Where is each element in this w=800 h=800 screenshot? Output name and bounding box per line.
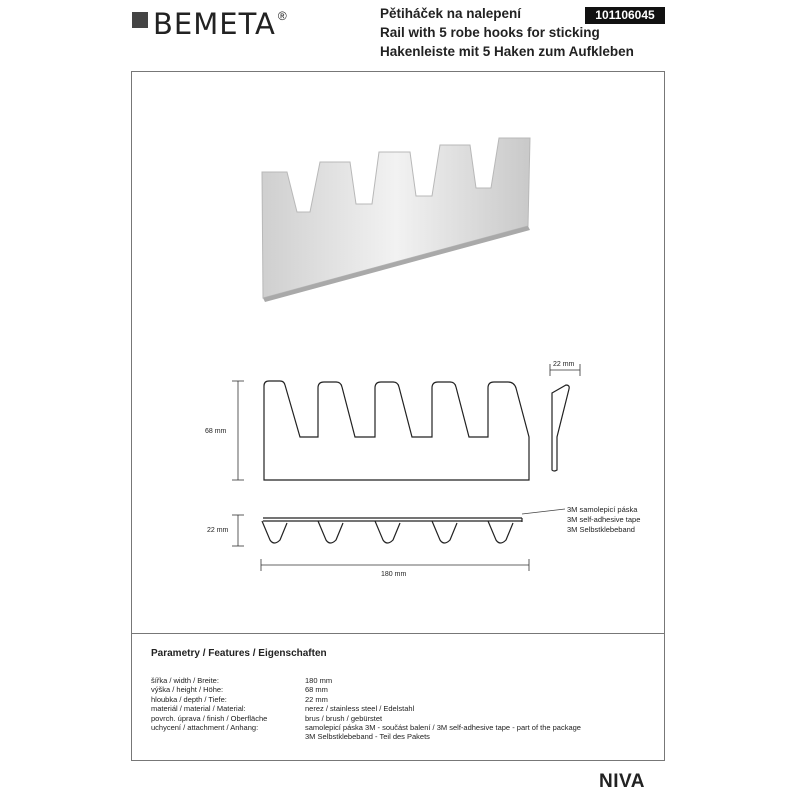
param-row xyxy=(151,723,581,732)
param-value: 3M Selbstklebeband - Teil des Pakets xyxy=(305,732,430,742)
brand-name: BEMETA xyxy=(153,7,276,41)
side-view xyxy=(552,385,569,471)
title-cz: Pětiháček na nalepení xyxy=(380,6,522,21)
registered-mark: ® xyxy=(277,9,287,23)
param-value: brus / brush / gebürstet xyxy=(305,713,383,723)
tape-label-de: 3M Selbstklebeband xyxy=(567,525,635,534)
series-name: NIVA xyxy=(599,771,645,792)
param-label: povrch. úprava / finish / Oberfläche xyxy=(151,713,268,723)
product-code: 101106045 xyxy=(585,7,665,24)
param-value: 68 mm xyxy=(305,685,328,695)
param-label: hloubka / depth / Tiefe: xyxy=(151,694,227,704)
height-dimension-label: 68 mm xyxy=(205,428,227,435)
parameters-table xyxy=(151,676,581,742)
parameters-title: Parametry / Features / Eigenschaften xyxy=(151,648,327,659)
side-depth-label: 22 mm xyxy=(553,361,575,368)
top-view xyxy=(262,518,522,543)
product-photo xyxy=(262,138,530,302)
dimension-lines xyxy=(232,364,580,571)
param-value: 22 mm xyxy=(305,694,328,704)
param-row xyxy=(151,714,581,723)
tape-label-cz: 3M samolepicí páska xyxy=(567,505,638,514)
tape-label-en: 3M self-adhesive tape xyxy=(567,515,641,524)
tape-leader xyxy=(522,509,565,514)
tape-label xyxy=(567,505,640,535)
param-row xyxy=(151,695,581,704)
param-row xyxy=(151,732,581,741)
param-label xyxy=(151,732,305,741)
param-row xyxy=(151,704,581,713)
param-label: uchycení / attachment / Anhang: xyxy=(151,723,259,733)
param-label: šířka / width / Breite: xyxy=(151,676,219,685)
width-dimension-label: 180 mm xyxy=(381,571,407,578)
param-row xyxy=(151,685,581,694)
param-value: samolepicí páska 3M - součást balení / 3M self-adhesive tape - part of the package xyxy=(305,723,581,733)
depth-dimension-label: 22 mm xyxy=(207,527,229,534)
param-value: 180 mm xyxy=(305,676,333,685)
title-en: Rail with 5 robe hooks for sticking xyxy=(380,25,600,40)
param-label: materiál / material / Material: xyxy=(151,704,246,714)
param-row xyxy=(151,676,581,685)
title-de: Hakenleiste mit 5 Haken zum Aufkleben xyxy=(380,44,634,59)
param-value: nerez / stainless steel / Edelstahl xyxy=(305,704,415,714)
param-label: výška / height / Höhe: xyxy=(151,685,224,695)
front-view xyxy=(264,381,529,480)
